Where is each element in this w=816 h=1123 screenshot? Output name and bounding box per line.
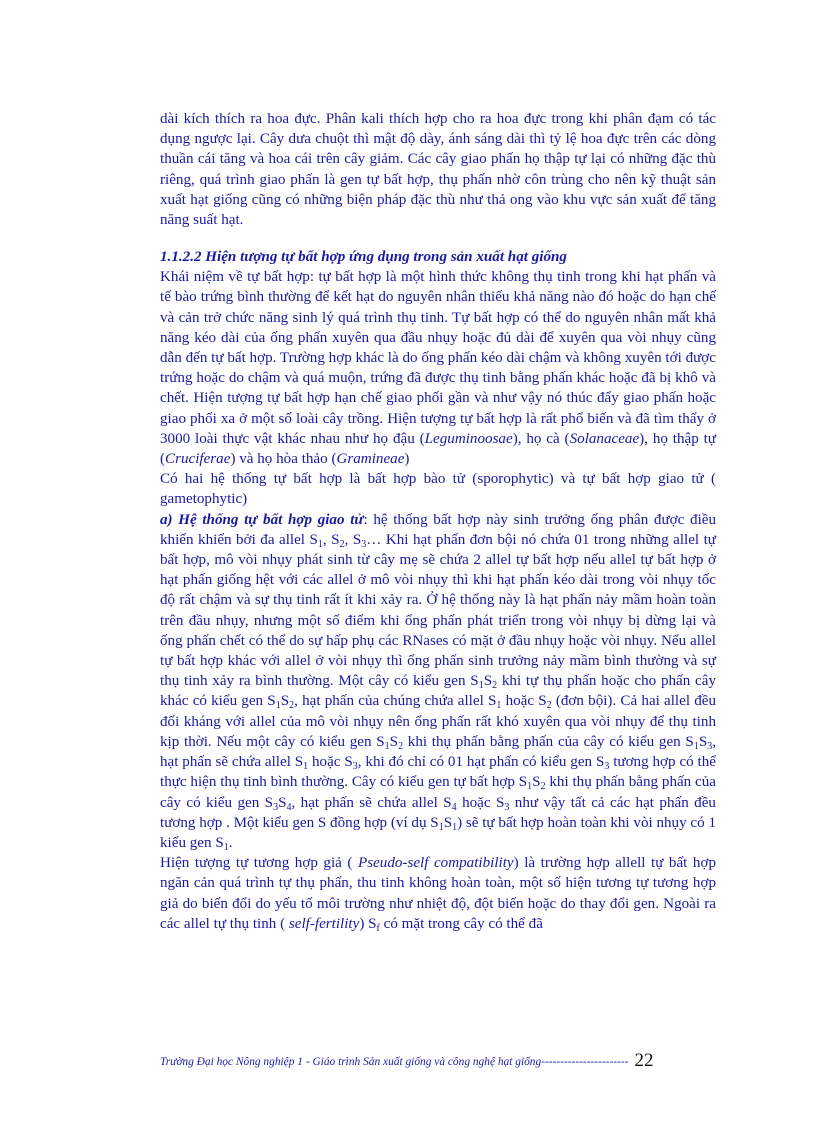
section-heading: 1.1.2.2 Hiện tượng tự bất hợp ứng dụng trong sản xuất hạt giống	[160, 249, 567, 266]
paragraph-gametophytic: a) Hệ thống tự bất hợp giao tử: hệ thống bất hợp này sinh trưởng ống phân được điều khiển khiển bởi đa allel $S_1$, $S_2$, $S_3\dots$ Khi hạt phấn đơn bội nó chứa 01 trong những allel tự bất hợp, mô vòi nhụy phát sinh từ cây mẹ sẽ chứa 2 allel tự bất hợp nếu allel tự bất hợp ở hạt phấn giống hệt với các allel ở mô vòi nhụy thì khi hạt phấn kéo dài trong vòi nhụy tốc độ rất chậm và sự thụ tinh rất ít khi xảy ra. Ở hệ thống này là hạt phấn nảy mầm hoàn toàn trên đầu nhụy, nhưng một số điểm khi ống phấn phát triển trong vòi nhụy bị dừng lại và ống phấn chết có thể do sự hấp phụ các RNases có mặt ở đầu nhụy hoặc vòi nhụy. Nếu allel tự bất hợp khác với allel ở vòi nhụy thì ống phấn sinh trưởng nảy mầm bình thường và sự thụ tinh xảy ra bình thường. Một cây có kiểu gen $S_1S_2$ khi tự thụ phấn hoặc cho phấn cây khác có kiểu gen $S_1S_2$, hạt phấn của chúng chứa allel $S_1$ hoặc $S_2$ (đơn bội). Cả hai allel đều đối kháng với allel của mô vòi nhụy nên ống phấn rất khó xuyên qua vòi nhụy để thụ tinh kịp thời. Nếu một cây có kiểu gen $S_1S_2$ khi thụ phấn bằng phấn của cây có kiểu gen $S_1S_3$, hạt phấn sẽ chứa allel $S_1$ hoặc $S_3$, khi đó chỉ có 01 hạt phấn có kiểu gen $S_3$ tương hợp có thể thực hiện thụ tinh bình thường. Cây có kiểu gen tự bất hợp $S_1S_2$ khi thụ phấn bằng phấn của cây có kiểu gen $S_3S_4$, hạt phấn sẽ chứa allel $S_4$ hoặc $S_3$ như vậy tất cả các hạt phấn đều tương hợp . Một kiểu gen S đồng hợp (ví dụ $S_1S_1$) sẽ tự bất hợp hoàn toàn khi vòi nhụy có 1 kiểu gen $S_1$.	[160, 511, 717, 853]
page-footer	[160, 1050, 720, 1072]
paragraph-intro: dài kích thích ra hoa đực. Phân kali thích hợp cho ra hoa đực trong khi phân đạm có tác dụng ngược lại. Cây dưa chuột thì mật độ dày, ánh sáng dài thì tỷ lệ hoa đực trên các dòng thuần cái tăng và hoa cái trên cây giảm. Các cây giao phấn họ thập tự lại có những đặc thù riêng, quá trình giao phấn là gen tự bất hợp, thụ phấn nhờ côn trùng cho nên kỹ thuật sản xuất hạt giống cũng có những biện pháp đặc thù như thả ong vào khu vực sản xuất để tăng năng suất hạt.	[160, 111, 716, 229]
paragraph-pseudo-compatibility: Hiện tượng tự tương hợp giả ( Pseudo-self compatibility) là trường hợp allell tự bất hợp ngăn cản quá trình tự thụ phấn, thu tinh không hoàn toàn, một số hiện tương tự tương hợp giả do biến đổi do yếu tố môi trường như nhiệt độ, đột biến hoặc do thay đổi gen. Ngoài ra các allel tự thụ tinh ( self-fertility) $S_f$ có mặt trong cây có thể đã	[160, 855, 716, 934]
subsection-heading: a) Hệ thống tự bất hợp giao tử	[160, 511, 364, 528]
paragraph-definition: Khái niệm về tự bất hợp: tự bất hợp là một hình thức không thụ tinh trong khi hạt phấn và tế bào trứng bình thường để kết hạt do nguyên nhân thiếu khả năng nào đó hoặc do hạn chế và cản trở chức năng sinh lý quá trình thụ tinh. Tự bất hợp có thể do nguyên nhân mất khả năng kéo dài của ống phấn xuyên qua đầu nhụy hoặc đủ dài để xuyên qua vòi nhụy cũng dẫn đến tự bất hợp. Trường hợp khác là do ống phấn kéo dài chậm và không xuyên tới được trứng hoặc do chậm và quá muộn, trứng đã được thụ tinh bằng phấn khác hoặc đã bị khô và chết. Hiện tượng tự bất hợp hạn chế giao phối gần và như vậy nó thúc đẩy giao phấn hoặc giao phối xa ở một số loài cây trồng. Hiện tượng tự bất hợp là rất phổ biến và đã tìm thấy ở 3000 loài thực vật khác nhau như họ đậu (Leguminoosae), họ cà (Solanaceae), họ thập tự (Cruciferae) và họ hòa thảo (Gramineae)	[160, 269, 717, 468]
page-number: 22	[634, 1050, 654, 1071]
document-body	[160, 109, 716, 934]
footer-text: Trường Đại học Nông nghiệp 1 - Giáo trình Sản xuất giống và công nghệ hạt giống-----------------------	[160, 1056, 629, 1068]
paragraph-systems: Có hai hệ thống tự bất hợp là bất hợp bào tử (sporophytic) và tự bất hợp giao tử ( gametophytic)	[160, 471, 716, 508]
